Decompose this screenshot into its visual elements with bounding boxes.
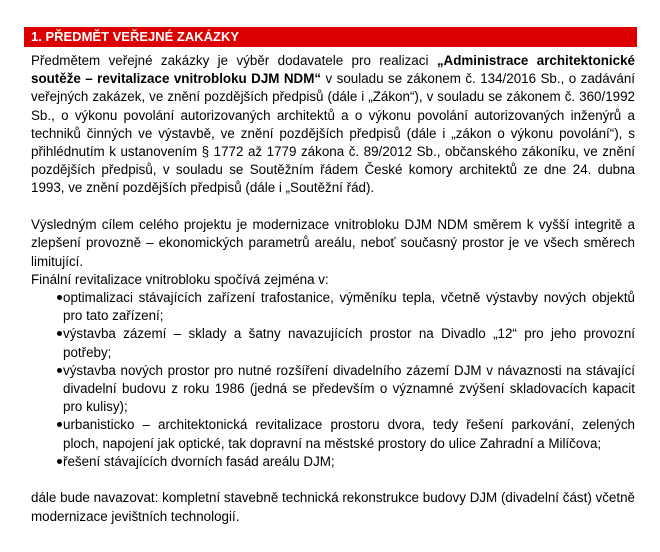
bullet-list — [31, 289, 635, 471]
list-intro: Finální revitalizace vnitrobloku spočívá zejména v: — [31, 271, 329, 287]
goal-paragraph: Výsledným cílem celého projektu je modernizace vnitrobloku DJM NDM směrem k vyšší integritě a zlepšení provozně – ekonomických parametrů areálu, neboť současný prostor je ve všech směrech limitující. — [31, 217, 635, 269]
intro-paragraph — [31, 52, 635, 198]
paragraph-spacer — [31, 198, 635, 217]
paragraph-spacer — [31, 471, 635, 490]
intro-text-bold: „Administrace architektonické soutěže – revitalizace vnitrobloku DJM NDM“ — [31, 53, 635, 87]
list-item-text: výstavba nových prostor pro nutné rozšíření divadelního zázemí DJM v návaznosti na stávající divadelní budovu z roku 1986 (jedná se především o významné zvýšení skladovacích kapacit pro kulisy); — [63, 362, 635, 415]
section-header — [24, 27, 637, 47]
list-item — [31, 416, 635, 452]
bullet-icon — [57, 459, 62, 464]
document-body — [31, 52, 635, 526]
closing-paragraph: dále bude navazovat: kompletní stavebně technická rekonstrukce budovy DJM (divadelní část) včetně modernizace jevištních technologií. — [31, 490, 635, 524]
list-item-text: řešení stávajících dvorních fasád areálu DJM; — [63, 453, 335, 469]
section-title: 1. PŘEDMĚT VEŘEJNÉ ZAKÁZKY — [31, 29, 240, 44]
list-item-text: urbanisticko – architektonická revitalizace prostoru dvora, tedy řešení parkování, zelených ploch, napojení jak optické, tak dopravní na městské prostory do ulice Zahradní a Milíčova; — [63, 417, 635, 451]
intro-text-pre: Předmětem veřejné zakázky je výběr dodavatele pro realizaci — [31, 53, 437, 68]
bullet-icon — [57, 331, 62, 336]
bullet-icon — [57, 422, 62, 427]
intro-text-post: v souladu se zákonem č. 134/2016 Sb., o zadávání veřejných zakázek, ve znění pozdějších předpisů (dále i „Zákon“), v souladu se zákonem č. 360/1992 Sb., o výkonu povolání autorizovaných architektů a o výkonu povolání autorizovaných inženýrů a techniků činných ve výstavbě, ve znění pozdějších předpisů (dále i „zákon o výkonu povolání“), s přihlédnutím k ustanovením § 1772 až 1779 zákona č. 89/2012 Sb., občanského zákoníku, ve znění pozdějších předpisů, v souladu se Soutěžním řádem České komory architektů ze dne 24. dubna 1993, ve znění pozdějších předpisů (dále i „Soutěžní řád). — [31, 71, 635, 196]
list-item — [31, 325, 635, 361]
list-item-text: výstavba zázemí – sklady a šatny navazujících prostor na Divadlo „12“ pro jeho provozní potřeby; — [63, 326, 635, 360]
list-item — [31, 362, 635, 417]
bullet-icon — [57, 295, 62, 300]
list-item — [31, 289, 635, 325]
list-item — [31, 453, 635, 471]
bullet-icon — [57, 368, 62, 373]
list-item-text: optimalizaci stávajících zařízení trafostanice, výměníku tepla, včetně výstavby nových objektů pro tato zařízení; — [63, 289, 635, 324]
